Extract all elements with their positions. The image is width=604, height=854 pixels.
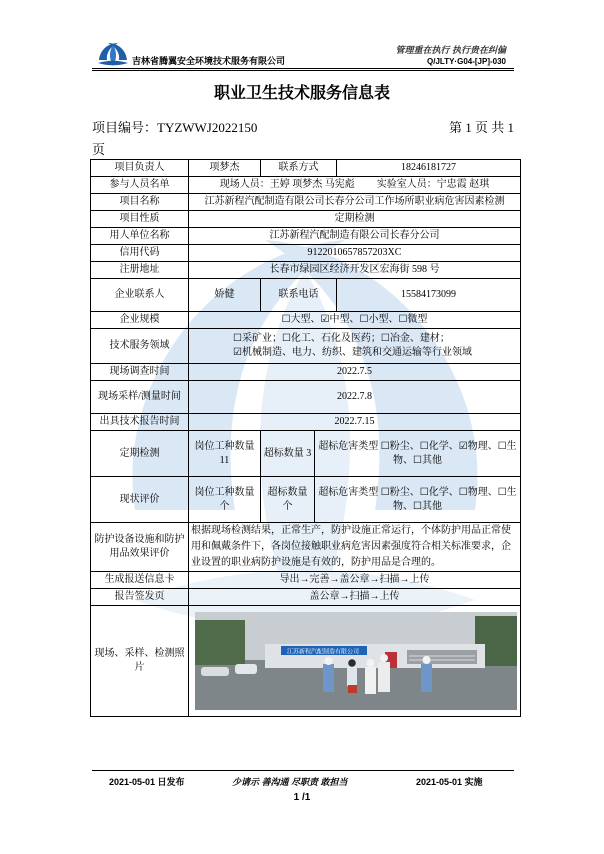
- domain-line-2: ☑机械制造、电力、纺织、建筑和交通运输等行业领域: [233, 347, 472, 358]
- table-row: [91, 160, 521, 177]
- sampling-value: 2022.7.8: [189, 381, 521, 414]
- row-label: 信用代码: [91, 245, 189, 262]
- effective-date: 2021-05-01 实施: [416, 777, 483, 787]
- sign-value: 盖公章→扫描→上传: [189, 589, 521, 606]
- table-row: [91, 312, 521, 329]
- card-value: 导出→完善→盖公章→扫描→上传: [189, 572, 521, 589]
- table-row: [91, 477, 521, 523]
- eval-value: 根据现场检测结果，正常生产，防护设施正常运行，个体防护用品正常使用和佩戴条件下，各岗位接触职业病危害因素强度符合相关标准要求，企业设置的职业病防护设施是有效的，防护用品是合理的。: [189, 523, 521, 572]
- survey-value: 2022.7.5: [189, 364, 521, 381]
- page-title: 职业卫生技术服务信息表: [213, 83, 390, 102]
- table-row: [91, 381, 521, 414]
- table-row: [91, 523, 521, 572]
- periodic-over: 超标数量 3: [261, 431, 315, 477]
- row-label: 现场采样/测量时间: [91, 381, 189, 414]
- row-label: 联系方式: [261, 160, 337, 177]
- row-label: 企业规模: [91, 312, 189, 329]
- employer-value: 江苏新程汽配制造有限公司长春分公司: [189, 228, 521, 245]
- row-label: 报告签发页: [91, 589, 189, 606]
- report-value: 2022.7.15: [189, 414, 521, 431]
- table-row: [91, 414, 521, 431]
- footer-motto: 少请示 善沟通 尽职责 敢担当: [232, 777, 348, 787]
- footer-page-number: 1 /1: [293, 792, 311, 803]
- status-posts: 岗位工种数量 个: [189, 477, 261, 523]
- contact-value: 18246181727: [337, 160, 521, 177]
- table-row: [91, 606, 521, 717]
- nature-value: 定期检测: [189, 211, 521, 228]
- project-number: 项目编号：TYZWWJ2022150: [92, 120, 258, 135]
- table-row: [91, 177, 521, 194]
- row-label: 用人单位名称: [91, 228, 189, 245]
- table-row: [91, 279, 521, 312]
- footer-divider: [92, 770, 514, 771]
- row-label: 企业联系人: [91, 279, 189, 312]
- row-label: 现状评价: [91, 477, 189, 523]
- site-photo: [195, 612, 517, 710]
- row-label: 定期检测: [91, 431, 189, 477]
- project-name-value: 江苏新程汽配制造有限公司长春分公司工作场所职业病危害因素检测: [189, 194, 521, 211]
- status-types: 超标危害类型 ☐粉尘、☐化学、☐物理、☐生物、☐其他: [315, 477, 521, 523]
- ent-contact-value: 娇健: [189, 279, 261, 312]
- members-field: 现场人员：王婷 项梦杰 马宪彪: [219, 179, 355, 190]
- row-label: 生成报送信息卡: [91, 572, 189, 589]
- company-logo-icon: [96, 40, 130, 68]
- table-row: [91, 572, 521, 589]
- site-photo-image: [195, 612, 517, 710]
- header-divider-2: [92, 70, 514, 71]
- header-slogan: 管理重在执行 执行贵在纠偏: [395, 45, 506, 55]
- ent-phone-value: 15584173099: [337, 279, 521, 312]
- header-divider: [92, 68, 514, 69]
- row-label: 出具技术报告时间: [91, 414, 189, 431]
- document-number: Q/JLTY·G04-[JP]-030: [427, 57, 506, 66]
- page-indicator-suffix: 页: [92, 142, 106, 157]
- address-value: 长春市绿园区经济开发区宏海街 598 号: [189, 262, 521, 279]
- table-row: [91, 329, 521, 364]
- table-row: [91, 589, 521, 606]
- service-info-table: [90, 159, 521, 717]
- row-label: 注册地址: [91, 262, 189, 279]
- row-label: 现场调查时间: [91, 364, 189, 381]
- table-row: [91, 431, 521, 477]
- members-lab: 实验室人员：宁忠霞 赵琪: [376, 179, 490, 190]
- page-indicator: 第 1 页 共 1: [449, 120, 515, 135]
- photo-value: [189, 606, 521, 717]
- issued-date: 2021-05-01 日发布: [109, 777, 185, 787]
- table-row: [91, 245, 521, 262]
- company-name: 吉林省腾翼安全环境技术服务有限公司: [132, 55, 286, 66]
- row-label: 项目性质: [91, 211, 189, 228]
- row-label: 防护设备设施和防护用品效果评价: [91, 523, 189, 572]
- row-label: 项目负责人: [91, 160, 189, 177]
- domain-line-1: ☐采矿业；☐化工、石化及医药；☐冶金、建材；: [233, 333, 450, 344]
- row-label: 现场、采样、检测照片: [91, 606, 189, 717]
- row-label: 参与人员名单: [91, 177, 189, 194]
- table-row: [91, 364, 521, 381]
- domain-value: [189, 329, 521, 364]
- status-over: 超标数量 个: [261, 477, 315, 523]
- company-header: [96, 40, 285, 68]
- table-row: [91, 262, 521, 279]
- scale-value: ☐大型、☑中型、☐小型、☐微型: [189, 312, 521, 329]
- table-row: [91, 228, 521, 245]
- photo-banner-text: 江苏新程汽配制造有限公司: [286, 648, 360, 656]
- credit-value: 9122010657857203XC: [189, 245, 521, 262]
- row-label: 项目名称: [91, 194, 189, 211]
- periodic-posts: 岗位工种数量 11: [189, 431, 261, 477]
- periodic-types: 超标危害类型 ☐粉尘、☐化学、☑物理、☐生物、☐其他: [315, 431, 521, 477]
- leader-value: 项梦杰: [189, 160, 261, 177]
- table-row: [91, 194, 521, 211]
- members-value: [189, 177, 521, 194]
- table-row: [91, 211, 521, 228]
- row-label: 联系电话: [261, 279, 337, 312]
- row-label: 技术服务领域: [91, 329, 189, 364]
